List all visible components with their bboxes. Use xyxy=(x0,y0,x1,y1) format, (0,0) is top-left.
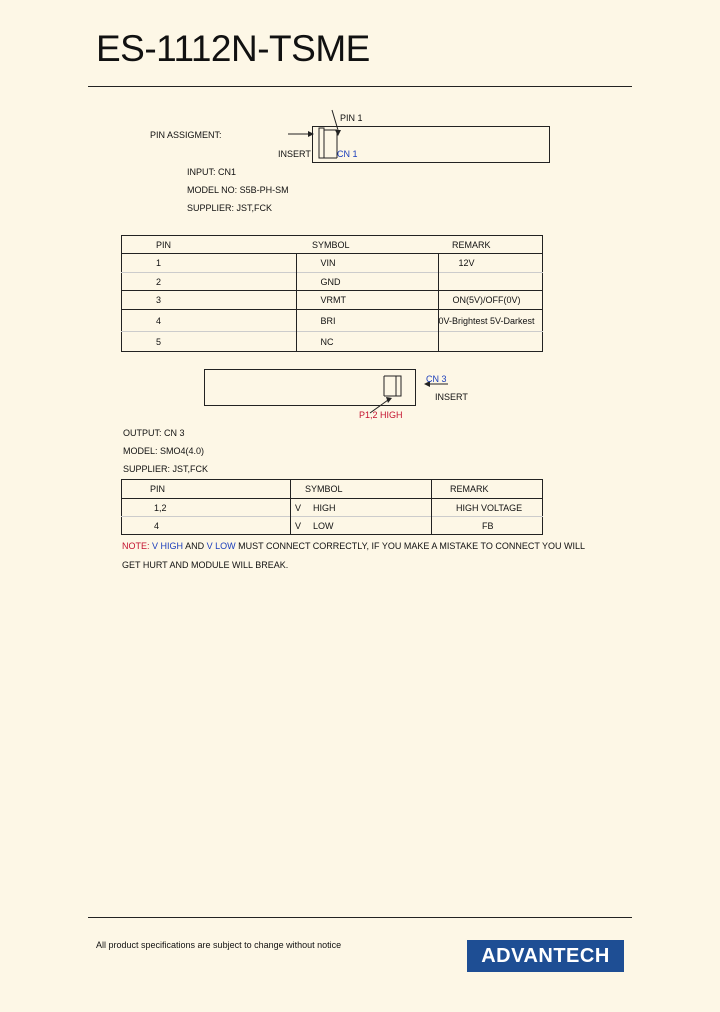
remark-cell: 0V-Brightest 5V-Darkest xyxy=(438,315,535,326)
remark-cell: 12V xyxy=(458,258,475,268)
table-row xyxy=(122,310,543,332)
input-info-2: SUPPLIER: JST,FCK xyxy=(187,203,273,213)
cn1-label: CN 1 xyxy=(337,149,358,159)
input-info-0: INPUT: CN1 xyxy=(187,167,237,177)
col-header-remark: REMARK xyxy=(450,484,489,494)
pin-cell: 5 xyxy=(122,332,297,352)
col-header-remark: REMARK xyxy=(452,239,491,250)
symbol-cell: BRI xyxy=(296,310,438,332)
symbol-cell xyxy=(291,517,432,535)
footer-notice: All product specifications are subject to change without notice xyxy=(96,940,342,950)
table-header-row xyxy=(122,480,543,499)
table-row xyxy=(122,517,543,535)
output-pin-table xyxy=(121,479,543,535)
cn1-connector-diagram xyxy=(280,108,360,163)
header-divider xyxy=(88,86,632,87)
cn1-pin-rect xyxy=(319,128,324,158)
pin1-pointer xyxy=(332,110,338,130)
table-row xyxy=(122,254,543,273)
output-info-0: OUTPUT: CN 3 xyxy=(123,428,185,438)
warning-note-line2: GET HURT AND MODULE WILL BREAK. xyxy=(122,560,289,570)
table-row xyxy=(122,291,543,310)
pin1-label: PIN 1 xyxy=(340,113,363,123)
pin-cell: 4 xyxy=(122,517,291,535)
col-header-symbol: SYMBOL xyxy=(291,480,432,499)
pin-cell: 1 xyxy=(122,254,297,273)
input-info-1: MODEL NO: S5B-PH-SM xyxy=(187,185,289,195)
col-header-pin: PIN xyxy=(156,239,172,250)
col-header-pin: PIN xyxy=(122,480,291,499)
p12-pointer-head xyxy=(386,397,392,403)
page-title: ES-1112N-TSME xyxy=(96,28,370,69)
note-rest: MUST CONNECT CORRECTLY, IF YOU MAKE A MISTAKE TO CONNECT YOU WILL xyxy=(238,541,586,551)
remark-cell xyxy=(438,332,543,352)
pin-cell: 1,2 xyxy=(122,499,291,517)
symbol-cell: NC xyxy=(296,332,438,352)
note-vlow: V LOW xyxy=(206,541,236,551)
output-info-1: MODEL: SMO4(4.0) xyxy=(123,446,205,456)
cn3-label: CN 3 xyxy=(426,374,447,384)
remark-cell: FB xyxy=(482,520,494,531)
symbol-v: V xyxy=(295,520,302,531)
symbol-sub: LOW xyxy=(313,520,334,531)
input-pin-table xyxy=(121,235,543,352)
symbol-v: V xyxy=(295,502,302,513)
p12-high-label: P1,2 HIGH xyxy=(359,410,403,420)
symbol-sub: HIGH xyxy=(313,502,336,513)
advantech-logo: ADVANTECH xyxy=(467,940,624,972)
pin-assignment-label: PIN ASSIGMENT: xyxy=(150,130,222,140)
note-prefix: NOTE: xyxy=(122,541,150,551)
note-and: AND xyxy=(185,541,205,551)
table-row xyxy=(122,273,543,291)
pin-cell: 4 xyxy=(122,310,297,332)
remark-cell: HIGH VOLTAGE xyxy=(456,502,523,513)
remark-cell: ON(5V)/OFF(0V) xyxy=(452,295,521,305)
cn3-pin-rect xyxy=(396,376,401,396)
output-info-2: SUPPLIER: JST,FCK xyxy=(123,464,209,474)
symbol-cell xyxy=(291,499,432,517)
remark-cell xyxy=(438,273,543,291)
pin-cell: 2 xyxy=(122,273,297,291)
note-vhigh: V HIGH xyxy=(152,541,184,551)
pin-cell: 3 xyxy=(122,291,297,310)
symbol-cell: VIN xyxy=(296,254,438,273)
col-header-symbol: SYMBOL xyxy=(312,239,350,250)
table-row xyxy=(122,332,543,352)
warning-note xyxy=(122,541,585,551)
pin1-pointer-head xyxy=(335,130,341,136)
insert-arrow-head xyxy=(308,131,314,137)
insert-label-cn1: INSERT xyxy=(278,149,311,159)
insert-label-cn3: INSERT xyxy=(435,392,468,402)
symbol-cell: GND xyxy=(296,273,438,291)
symbol-cell: VRMT xyxy=(296,291,438,310)
footer-divider xyxy=(88,917,632,918)
table-header-row xyxy=(122,236,543,254)
table-row xyxy=(122,499,543,517)
